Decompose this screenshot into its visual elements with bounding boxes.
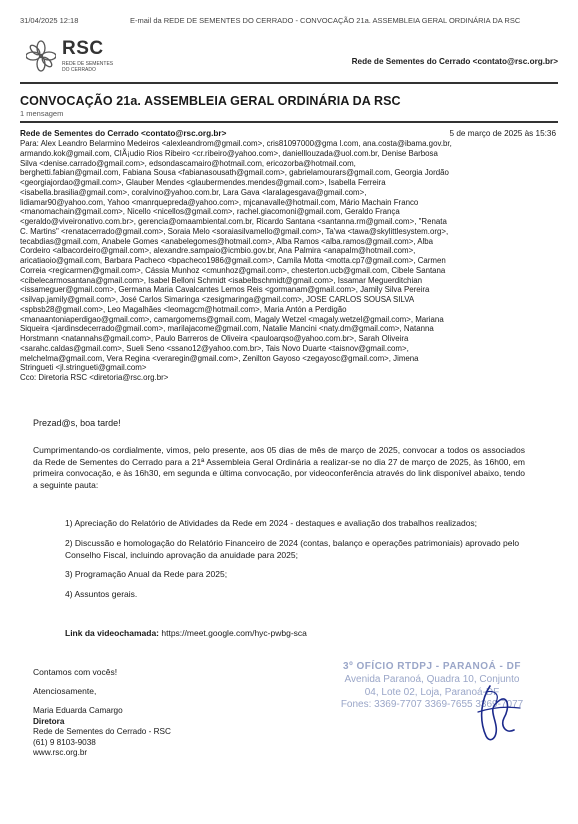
email-date: 5 de março de 2025 às 15:36 (449, 129, 556, 138)
closing-line: Atenciosamente, (33, 686, 97, 696)
recipient-line: <issameguer@gmail.com>, Germana Maria Cavalcantes Lemos Reis <gormanam@gmail.com>, Jamily Silva Pereira (20, 285, 430, 295)
recipient-line: <manaantoniaperdigao@gmail.com>, camargomems@gmail.com, Magaly Wetzel <magaly.wetzel@gmail.com>, Mariana (20, 314, 444, 324)
recipient-line: lidiamar90@yahoo.com, Yahoo <manrquepreda@yahoo.com>, mjcanavalle@hotmail.com, Mário Machain Franco (20, 197, 419, 207)
recipient-line: <isabella.brasilia@gmail.com>, coralvino@yahoo.com.br, Lara Gava <laralagesgava@gmail.com>, (20, 187, 367, 197)
recipient-line: aricatiaoio@gmail.com, Barbara Pacheco <bpacheco1986@gmail.com>, Camila Motta <motta.cp7@gmail.com>, Carmen (20, 256, 446, 265)
logo-subtitle (62, 61, 132, 73)
logo-subtitle-line: REDE DE SEMENTES (62, 61, 114, 67)
signature-block (33, 706, 171, 759)
logo-wordmark: RSC (62, 38, 104, 59)
handwritten-signature (460, 678, 530, 748)
logo-subtitle-line: DO CERRADO (62, 67, 96, 73)
agenda-item: 1) Apreciação do Relatório de Atividades da Rede em 2024 - destaques e avaliação dos trabalhos realizados; (65, 518, 478, 528)
recipient-line: Cordeiro <albacordeiro@gmail.com>, alexandre.sampaio@icmbio.gov.br, Ana Palmira <anapalm@hotmail.com>, (20, 246, 416, 256)
agenda-item: 4) Assuntos gerais. (65, 589, 138, 599)
recipient-line: <sarahc.caldas@gmail.com>, Sueli Seno <ssano12@yahoo.com.br>, Tais Novo Duarte <taisnov@gmail.com>, (20, 343, 409, 353)
header-divider (20, 82, 558, 84)
recipient-line: <silvap.jamily@gmail.com>, José Carlos Simaringa <zesigmaringa@gmail.com>, JOSE CARLOS SOUSA SILVA (20, 295, 415, 304)
recipient-line: <georgiajordao@gmail.com>, Glauber Mendes <glaubermendes.mendes@gmail.com>, Isabella Ferreira (20, 178, 386, 187)
recipient-line: melchelma@gmail.com, Vera Regina <veraregin@gmail.com>, Zenilton Gayoso <zegayosc@gmail.com>, Jimena (20, 353, 419, 363)
account-sender: Rede de Sementes do Cerrado <contato@rsc.org.br> (351, 57, 558, 66)
signer-site[interactable]: www.rsc.org.br (33, 748, 88, 757)
recipient-line: <geraldo@viveironativo.com.br>, gerencia@omaambiental.com.br, Ricardo Santana <santanna.rm@gmail.com>, "Renata (20, 217, 447, 226)
print-title: E-mail da REDE DE SEMENTES DO CERRADO - CONVOCAÇÃO 21a. ASSEMBLEIA GERAL ORDINÁRIA DA RSC (130, 16, 521, 25)
recipient-line: Horstmann <natannahs@gmail.com>, Paulo Barreros de Oliveira <pauloarqso@yahoo.com.br>, Sarah Oliveira (20, 334, 409, 343)
print-header (20, 16, 560, 25)
recipient-line: <spbsb28@gmail.com>, Leo Magalhães <leomagcm@hotmail.com>, Maria Antón a Perdigão (20, 304, 347, 314)
agenda-item: 3) Programação Anual da Rede para 2025; (65, 569, 228, 579)
recipient-line: Para: Alex Leandro Belarmino Medeiros <alexleandrom@gmail.com>, cris81097000@gma l.com, ana.costa@ibama.gov.br, (20, 139, 452, 148)
stamp-line: 04, Lote 02, Loja, Paranoá-DF (364, 686, 500, 698)
recipient-line: berghetti.fabian@gmail.com, Fabiana Sousa <fabianasousath@gmail.com>, gabrielamourars@gmail.com, Georgia Jordão (20, 168, 449, 178)
recipient-line: Correia <regicarmen@gmail.com>, Cássia Munhoz <cmunhoz@gmail.com>, chesterton.ucb@gmail.com, Cibele Santana (20, 265, 446, 275)
message-count: 1 mensagem (20, 109, 64, 118)
body-paragraph: Cumprimentando-os cordialmente, vimos, pelo presente, aos 05 dias de mês de março de 2025, convocar a todos os associados da Rede de Sementes do Cerrado para a 21ª Assembleia Geral Ordinária a realizar-se no dia 27 de março de 2025, às 16h00, em primeira convocação, e às 16h30, em segunda e última convocação, por videoconferência através do link disponível abaixo, tendo a seguinte pauta: (33, 445, 525, 490)
signer-org: Rede de Sementes do Cerrado - RSC (33, 727, 171, 736)
rsc-logo (26, 38, 136, 78)
recipient-line: Siqueira <jardinsdecerrado@gmail.com>, marilajacome@gmail.com, Natalie Mancini <naty.dm@gmail.com>, Natanna (20, 324, 434, 334)
greeting: Prezad@s, boa tarde! (33, 418, 121, 428)
recipient-line: C. Martins" <renatacerrado@gmail.com>, Soraia Melo <soraiasilvamello@gmail.com>, Ta'wa <tawa@skylittlesystem.org>, (20, 226, 449, 236)
email-from: Rede de Sementes do Cerrado <contato@rsc.org.br> (20, 129, 227, 138)
recipient-list (20, 139, 560, 383)
video-call-url[interactable]: https://meet.google.com/hyc-pwbg-sca (161, 628, 307, 638)
recipient-line: Stringueti <jl.stringueti@gmail.com> (20, 363, 147, 373)
recipient-line: Cco: Diretoria RSC <diretoria@rsc.org.br> (20, 373, 169, 382)
recipient-line: <manomachain@gmail.com>, Nicello <nicellos@gmail.com>, rachel.giacomoni@gmail.com, Geraldo França (20, 207, 400, 217)
thread-divider (20, 121, 558, 123)
closing-line: Contamos com vocês! (33, 667, 118, 677)
signer-role: Diretora (33, 716, 65, 726)
video-call-label: Link da videochamada: (65, 628, 159, 638)
video-call-link (65, 628, 307, 638)
recipient-line: Silva <denise.carrado@gmail.com>, edsondascamairo@hotmail.com, ericozorba@hotmail.com, (20, 158, 356, 168)
stamp-line: 3º OFÍCIO RTDPJ - PARANOÁ - DF (343, 661, 521, 672)
stamp-line: Fones: 3369-7707 3369-7655 3369-7077 (340, 699, 524, 711)
recipient-line: armando.kok@gmail.com, CIÃ¡udio Rios Ribeiro <cr.ribeiro@yahoo.com>, danielllouzada@uol.com.br, Denise Barbosa (20, 148, 438, 158)
signer-phone: (61) 9 8103-9038 (33, 737, 96, 747)
recipient-line: <cibelecarmosantana@gmail.com>, Isabel Belloni Schmidt <isabelbschmidt@gmail.com>, Issamar Meguerditchian (20, 275, 422, 285)
agenda-item: 2) Discussão e homologação do Relatório Financeiro de 2024 (contas, balanço e operações patrimoniais) aprovado pelo Conselho Fiscal, incluindo aprovação da anuidade para 2025; (65, 538, 520, 560)
signer-name: Maria Eduarda Camargo (33, 706, 123, 715)
recipient-line: tecabdias@gmail.com, Anabele Gomes <anabelegomes@hotmail.com>, Alba Ramos <alba.ramos@gmail.com>, Alba (20, 236, 434, 246)
stamp-line: Avenida Paranoá, Quadra 10, Conjunto (344, 673, 520, 685)
seed-flower-icon (26, 40, 56, 72)
email-subject: CONVOCAÇÃO 21a. ASSEMBLEIA GERAL ORDINÁRIA DA RSC (20, 94, 401, 108)
print-date: 31/04/2025 12:18 (20, 16, 79, 25)
